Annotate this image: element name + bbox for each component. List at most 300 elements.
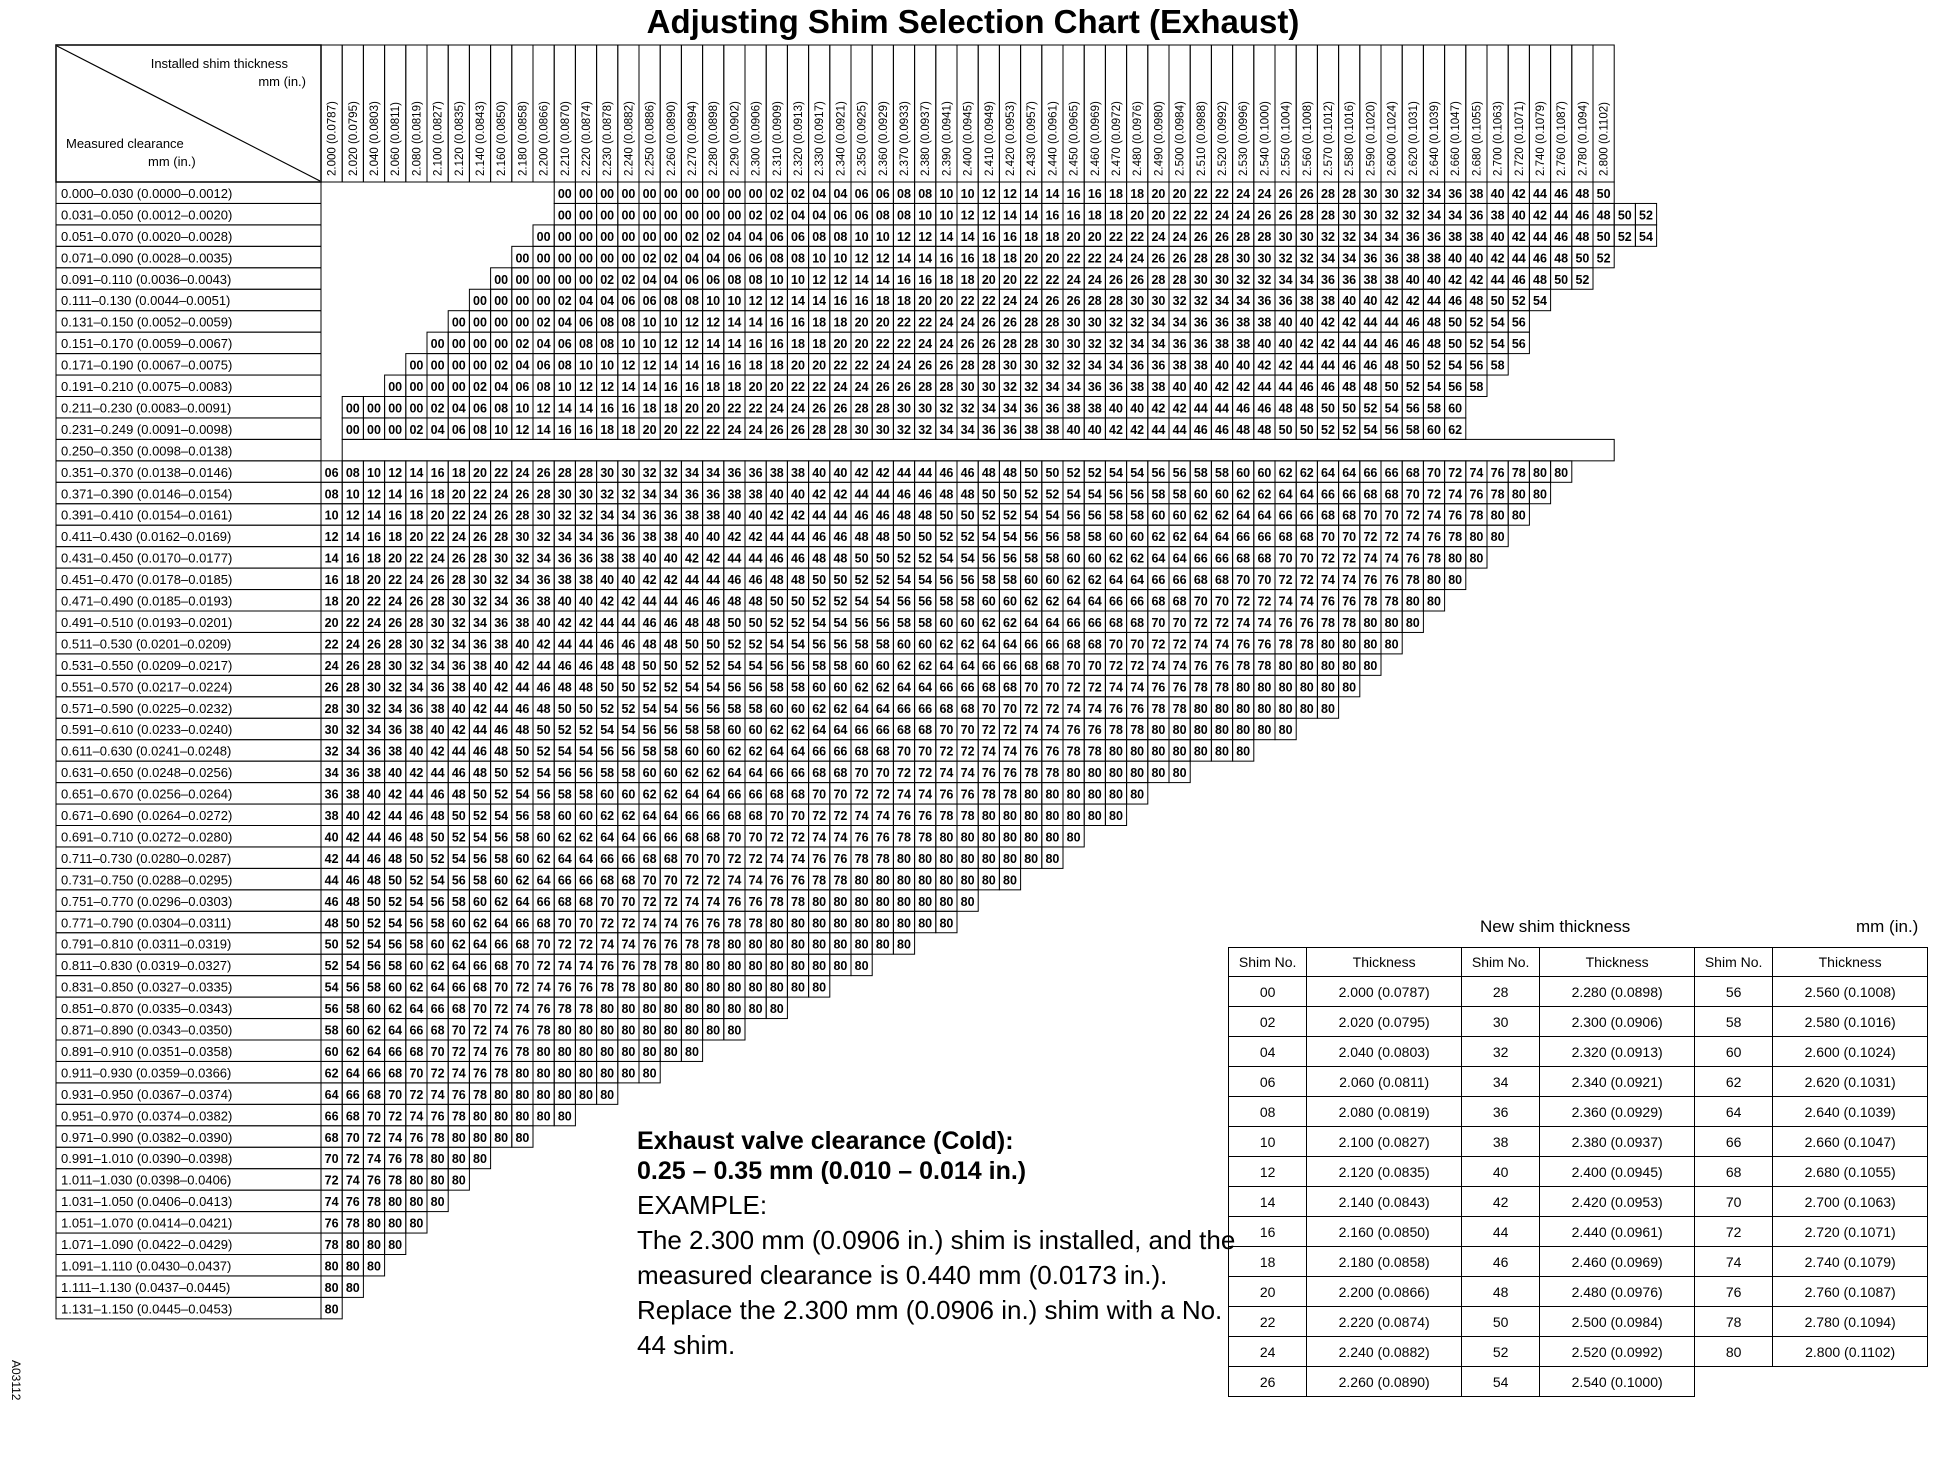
column-header-label: 2.380 (0.0937): [920, 101, 933, 176]
shim-cell-value: 54: [536, 766, 551, 781]
shim-cell-value: 40: [1448, 251, 1463, 266]
shim-cell: [597, 354, 618, 375]
shim-cell: [1445, 525, 1466, 546]
shim-cell: [1402, 568, 1423, 589]
shim-cell-value: 42: [451, 723, 466, 738]
shim-cell: [745, 740, 766, 761]
shim-cell-value: 28: [536, 487, 551, 502]
row-label-text: 0.911–0.930 (0.0359–0.0366): [61, 1065, 232, 1081]
shim-cell-value: 00: [642, 229, 657, 244]
shim-cell-value: 30: [1363, 186, 1378, 201]
shim-cell-value: 70: [1405, 487, 1420, 502]
shim-cell-value: 56: [642, 723, 657, 738]
shim-cell-value: 14: [1003, 208, 1017, 223]
shim-cell: [1042, 654, 1063, 675]
shim-cell: [1063, 482, 1084, 503]
shim-cell-value: 44: [345, 851, 360, 866]
shim-cell: [1042, 289, 1063, 310]
shim-cell: [1402, 482, 1423, 503]
shim-cell-value: 02: [769, 208, 784, 223]
shim-cell: [1063, 654, 1084, 675]
shim-cell: [851, 525, 872, 546]
shim-cell: [724, 783, 745, 804]
shim-cell: [1190, 740, 1211, 761]
shim-cell: [830, 783, 851, 804]
shim-cell: [491, 418, 512, 439]
shim-cell-value: 44: [685, 573, 699, 588]
shim-cell: [1021, 632, 1042, 653]
shim-cell-value: 14: [1045, 186, 1060, 201]
shim-cell: [639, 590, 660, 611]
shim-cell-value: 42: [663, 573, 678, 588]
shim-cell: [936, 246, 957, 267]
shim-cell: [830, 826, 851, 847]
shim-cell: [1127, 675, 1148, 696]
shim-cell: [957, 525, 978, 546]
shim-cell: [851, 418, 872, 439]
shim-cell: [1042, 397, 1063, 418]
shim-cell: [957, 654, 978, 675]
installed-thickness-unit: mm (in.): [258, 74, 306, 89]
shim-cell-value: 52: [1596, 251, 1611, 266]
shim-cell: [1148, 461, 1169, 482]
shim-cell: [1381, 225, 1402, 246]
shim-cell: [681, 375, 702, 396]
shim-cell-value: 70: [1363, 508, 1378, 523]
shim-cell: [406, 461, 427, 482]
row-label-text: 0.991–1.010 (0.0390–0.0398): [61, 1151, 233, 1167]
shim-cell-value: 54: [663, 701, 678, 716]
shim-cell-value: 38: [642, 530, 657, 545]
shim-cell: [1105, 311, 1126, 332]
shim-cell: [724, 826, 745, 847]
shim-cell-value: 34: [1003, 401, 1017, 416]
shim-cell: [1148, 675, 1169, 696]
shim-cell-value: 70: [918, 744, 933, 759]
column-header: [1487, 45, 1508, 182]
shim-cell-value: 72: [1257, 594, 1272, 609]
shim-cell-value: 06: [324, 465, 339, 480]
shim-cell-value: 42: [324, 851, 339, 866]
shim-cell: [1190, 332, 1211, 353]
shim-cell-value: 44: [663, 594, 678, 609]
shim-cell: [1042, 590, 1063, 611]
shim-cell-value: 60: [1427, 422, 1441, 437]
shim-cell: [363, 632, 384, 653]
shim-cell: [1169, 632, 1190, 653]
shim-cell: [1360, 418, 1381, 439]
shim-cell: [363, 847, 384, 868]
shim-cell-value: 66: [939, 680, 954, 695]
shim-cell-value: 78: [918, 830, 933, 845]
shim-cell: [724, 418, 745, 439]
shim-cell: [533, 568, 554, 589]
shim-cell-value: 18: [706, 380, 721, 394]
shim-cell-value: 54: [791, 637, 805, 652]
shim-cell: [745, 547, 766, 568]
shim-cell-value: 62: [727, 744, 742, 759]
shim-cell: [575, 654, 596, 675]
shim-cell-value: 30: [1130, 294, 1145, 309]
shim-cell: [1211, 354, 1232, 375]
shim-cell-value: 32: [409, 658, 424, 673]
shim-cell: [681, 740, 702, 761]
shim-cell: [681, 718, 702, 739]
shim-cell-value: 16: [833, 294, 848, 309]
shim-cell: [1021, 246, 1042, 267]
shim-cell-value: 00: [621, 251, 636, 266]
shim-cell: [1084, 375, 1105, 396]
shim-cell-value: 70: [812, 787, 827, 802]
shim-cell-value: 24: [1087, 272, 1102, 287]
shim-cell: [533, 804, 554, 825]
shim-cell-value: 72: [1045, 701, 1060, 716]
shim-cell: [978, 590, 999, 611]
shim-cell-value: 50: [1448, 337, 1463, 352]
shim-cell-value: 14: [897, 251, 911, 266]
shim-cell-value: 52: [642, 680, 657, 695]
shim-cell-value: 46: [473, 744, 487, 759]
shim-cell: [321, 504, 342, 525]
shim-cell: [915, 590, 936, 611]
shim-cell: [1339, 568, 1360, 589]
shim-cell-value: 78: [1490, 487, 1505, 502]
shim-cell: [512, 590, 533, 611]
shim-cell: [1254, 632, 1275, 653]
shim-cell-value: 40: [324, 830, 339, 845]
shim-cell-value: 34: [1109, 358, 1123, 373]
shim-cell: [872, 804, 893, 825]
shim-cell-value: 24: [1130, 251, 1145, 266]
shim-cell: [1466, 246, 1487, 267]
shim-cell: [893, 783, 914, 804]
shim-cell-value: 06: [536, 358, 551, 373]
shim-cell: [1402, 418, 1423, 439]
shim-cell: [1572, 182, 1593, 203]
shim-cell: [1211, 568, 1232, 589]
shim-cell-value: 78: [1299, 637, 1314, 652]
shim-cell: [385, 482, 406, 503]
shim-cell-value: 16: [981, 229, 996, 244]
shim-cell-value: 74: [1151, 658, 1166, 673]
column-header: [1339, 45, 1360, 182]
shim-cell: [1275, 697, 1296, 718]
row-label-text: 0.051–0.070 (0.0020–0.0028): [61, 228, 233, 244]
column-header-label: 2.400 (0.0945): [962, 101, 975, 176]
shim-cell-value: 32: [536, 530, 551, 545]
shim-cell: [639, 804, 660, 825]
shim-cell-value: 14: [685, 358, 699, 373]
shim-cell-value: 26: [324, 680, 339, 695]
shim-cell: [766, 632, 787, 653]
shim-cell-value: 46: [748, 573, 763, 588]
shim-cell-value: 52: [960, 530, 975, 545]
shim-cell: [618, 761, 639, 782]
shim-cell: [893, 675, 914, 696]
shim-cell-value: 44: [600, 615, 615, 630]
shim-cell-value: 76: [1151, 680, 1166, 695]
shim-cell-value: 58: [557, 787, 572, 802]
shim-cell-value: 30: [1066, 315, 1081, 330]
column-header-label: 2.740 (0.1079): [1535, 101, 1547, 176]
shim-cell: [1021, 225, 1042, 246]
shim-cell-value: 72: [1003, 723, 1017, 738]
shim-cell-value: 72: [875, 787, 890, 802]
shim-cell: [660, 568, 681, 589]
shim-cell: [1360, 654, 1381, 675]
shim-cell-value: 28: [1215, 251, 1229, 266]
shim-cell-value: 16: [727, 358, 742, 373]
shim-cell: [469, 289, 490, 310]
page-title: Adjusting Shim Selection Chart (Exhaust): [646, 3, 1300, 40]
shim-cell-value: 72: [1299, 573, 1314, 588]
shim-cell-value: 66: [1236, 530, 1251, 545]
shim-cell: [1127, 740, 1148, 761]
row-label: [56, 311, 321, 332]
shim-cell-value: 34: [1236, 294, 1251, 309]
shim-cell-value: 46: [557, 658, 572, 673]
row-label: [56, 1040, 321, 1061]
shim-cell: [554, 783, 575, 804]
shim-cell-value: 30: [981, 380, 996, 394]
shim-cell-value: 00: [579, 251, 593, 266]
shim-cell-value: 00: [367, 422, 381, 437]
shim-cell: [1211, 461, 1232, 482]
shim-cell: [978, 246, 999, 267]
shim-cell-value: 70: [833, 787, 848, 802]
shim-cell: [893, 418, 914, 439]
shim-cell-value: 52: [918, 551, 933, 566]
shim-cell: [681, 246, 702, 267]
shim-cell: [724, 590, 745, 611]
shim-cell: [1169, 461, 1190, 482]
shim-cell-value: 48: [685, 615, 699, 630]
shim-cell: [1423, 332, 1444, 353]
shim-cell-value: 40: [409, 744, 424, 759]
shim-cell: [872, 654, 893, 675]
installed-thickness-label: Installed shim thickness: [150, 56, 288, 71]
shim-cell: [1317, 418, 1338, 439]
shim-cell-value: 38: [430, 701, 445, 716]
shim-cell-value: 42: [430, 744, 445, 759]
shim-cell: [1296, 547, 1317, 568]
column-header: [1296, 45, 1317, 182]
shim-cell-value: 02: [769, 186, 784, 201]
shim-cell: [787, 504, 808, 525]
shim-cell: [1445, 332, 1466, 353]
shim-cell: [809, 482, 830, 503]
shim-cell: [342, 868, 363, 889]
shim-cell-value: 12: [981, 208, 996, 223]
shim-cell: [978, 332, 999, 353]
shim-cell: [1551, 246, 1572, 267]
shim-cell: [915, 632, 936, 653]
shim-cell-value: 04: [685, 251, 699, 266]
shim-cell: [406, 654, 427, 675]
shim-cell-value: 34: [600, 508, 615, 523]
shim-cell: [1593, 246, 1614, 267]
shim-cell-value: 38: [579, 573, 593, 588]
shim-cell: [1105, 182, 1126, 203]
row-label-text: 0.211–0.230 (0.0083–0.0091): [61, 400, 232, 416]
shim-cell: [745, 654, 766, 675]
column-header-label: 2.290 (0.0902): [729, 101, 742, 176]
shim-cell: [915, 697, 936, 718]
shim-cell: [554, 804, 575, 825]
shim-cell: [321, 482, 342, 503]
shim-cell: [1402, 182, 1423, 203]
shim-cell-value: 42: [1151, 401, 1166, 416]
shim-cell: [1381, 568, 1402, 589]
shim-cell: [1254, 225, 1275, 246]
shim-cell-value: 56: [748, 680, 763, 695]
shim-cell-value: 36: [579, 551, 593, 566]
shim-cell: [512, 375, 533, 396]
shim-cell: [1296, 418, 1317, 439]
shim-cell: [681, 418, 702, 439]
shim-cell: [681, 311, 702, 332]
shim-cell: [724, 375, 745, 396]
shim-cell-value: 08: [897, 186, 911, 201]
shim-cell-value: 38: [791, 465, 805, 480]
shim-cell: [957, 590, 978, 611]
shim-cell-value: 78: [897, 830, 911, 845]
shim-cell-value: 32: [1405, 208, 1420, 223]
shim-cell: [681, 826, 702, 847]
shim-cell: [893, 547, 914, 568]
shim-cell-value: 08: [621, 315, 636, 330]
shim-cell-value: 62: [854, 680, 869, 695]
shim-cell-value: 54: [473, 830, 487, 845]
shim-cell-value: 58: [1130, 508, 1145, 523]
shim-cell: [1021, 547, 1042, 568]
shim-cell-value: 26: [367, 637, 381, 652]
shim-cell: [1275, 289, 1296, 310]
shim-cell-value: 70: [1321, 530, 1335, 545]
shim-cell-value: 62: [812, 701, 827, 716]
shim-cell-value: 54: [1130, 465, 1145, 480]
shim-cell-value: 72: [854, 787, 869, 802]
shim-cell: [745, 182, 766, 203]
shim-cell-value: 40: [642, 551, 657, 566]
shim-cell-value: 22: [345, 615, 360, 630]
shim-cell: [830, 182, 851, 203]
shim-cell: [1339, 590, 1360, 611]
shim-cell: [957, 718, 978, 739]
shim-cell-value: 66: [1278, 508, 1293, 523]
shim-cell: [1423, 246, 1444, 267]
shim-cell: [1296, 354, 1317, 375]
shim-cell: [1148, 611, 1169, 632]
row-label: [56, 1276, 321, 1297]
shim-cell: [597, 675, 618, 696]
shim-cell: [1275, 268, 1296, 289]
shim-cell-value: 68: [1384, 487, 1399, 502]
shim-cell: [469, 654, 490, 675]
shim-cell-value: 76: [1384, 573, 1399, 588]
shim-cell: [1105, 482, 1126, 503]
shim-cell: [660, 375, 681, 396]
shim-cell-value: 32: [1278, 251, 1293, 266]
shim-cell-value: 32: [960, 401, 975, 416]
shim-cell: [512, 718, 533, 739]
shim-cell-value: 30: [1384, 186, 1399, 201]
shim-cell-value: 76: [1236, 637, 1251, 652]
shim-cell-value: 70: [854, 766, 869, 781]
shim-cell: [660, 783, 681, 804]
shim-cell-value: 04: [706, 251, 721, 266]
shim-cell: [1466, 225, 1487, 246]
shim-cell: [724, 547, 745, 568]
shim-cell-value: 30: [494, 551, 509, 566]
shim-cell: [915, 418, 936, 439]
shim-cell-value: 54: [642, 701, 657, 716]
shim-cell-value: 66: [875, 723, 890, 738]
shim-cell-value: 38: [621, 551, 636, 566]
shim-cell: [342, 783, 363, 804]
shim-cell: [618, 375, 639, 396]
shim-cell-value: 70: [1003, 701, 1017, 716]
shim-cell-value: 80: [1384, 637, 1399, 652]
shim-cell: [1127, 632, 1148, 653]
shim-cell: [915, 568, 936, 589]
shim-cell: [1381, 375, 1402, 396]
shim-cell: [999, 826, 1020, 847]
shim-cell: [427, 632, 448, 653]
shim-cell: [1317, 482, 1338, 503]
shim-cell-value: 30: [600, 465, 615, 480]
shim-cell-value: 14: [854, 272, 869, 287]
shim-cell-value: 76: [1321, 594, 1335, 609]
shim-cell: [385, 461, 406, 482]
shim-cell-value: 54: [1384, 401, 1399, 416]
shim-cell-value: 80: [1003, 830, 1017, 845]
shim-cell-value: 00: [685, 208, 699, 223]
shim-cell-value: 44: [579, 637, 593, 652]
shim-cell: [1063, 268, 1084, 289]
shim-cell: [363, 761, 384, 782]
shim-cell-value: 44: [1554, 208, 1569, 223]
shim-cell: [1211, 547, 1232, 568]
shim-cell: [1445, 203, 1466, 224]
shim-cell-value: 66: [663, 830, 678, 845]
shim-cell: [639, 311, 660, 332]
shim-cell-value: 36: [748, 465, 763, 480]
shim-cell-value: 44: [918, 465, 933, 480]
shim-cell: [745, 225, 766, 246]
shim-cell-value: 36: [1321, 272, 1335, 287]
shim-cell: [1148, 397, 1169, 418]
shim-cell: [1339, 246, 1360, 267]
shim-cell-value: 00: [515, 294, 530, 309]
shim-cell-value: 66: [748, 787, 763, 802]
shim-cell-value: 56: [854, 615, 869, 630]
shim-cell: [681, 804, 702, 825]
shim-cell-value: 58: [1109, 508, 1123, 523]
shim-cell: [533, 225, 554, 246]
column-header: [427, 45, 448, 182]
shim-cell: [1402, 354, 1423, 375]
shim-cell: [1021, 203, 1042, 224]
shim-cell: [385, 675, 406, 696]
shim-cell: [1445, 375, 1466, 396]
shim-cell-value: 58: [769, 680, 784, 695]
shim-cell-value: 80: [1045, 809, 1060, 823]
shim-cell-value: 60: [897, 637, 911, 652]
shim-cell: [448, 547, 469, 568]
shim-cell-value: 56: [663, 723, 678, 738]
shim-cell-value: 34: [1363, 229, 1378, 244]
